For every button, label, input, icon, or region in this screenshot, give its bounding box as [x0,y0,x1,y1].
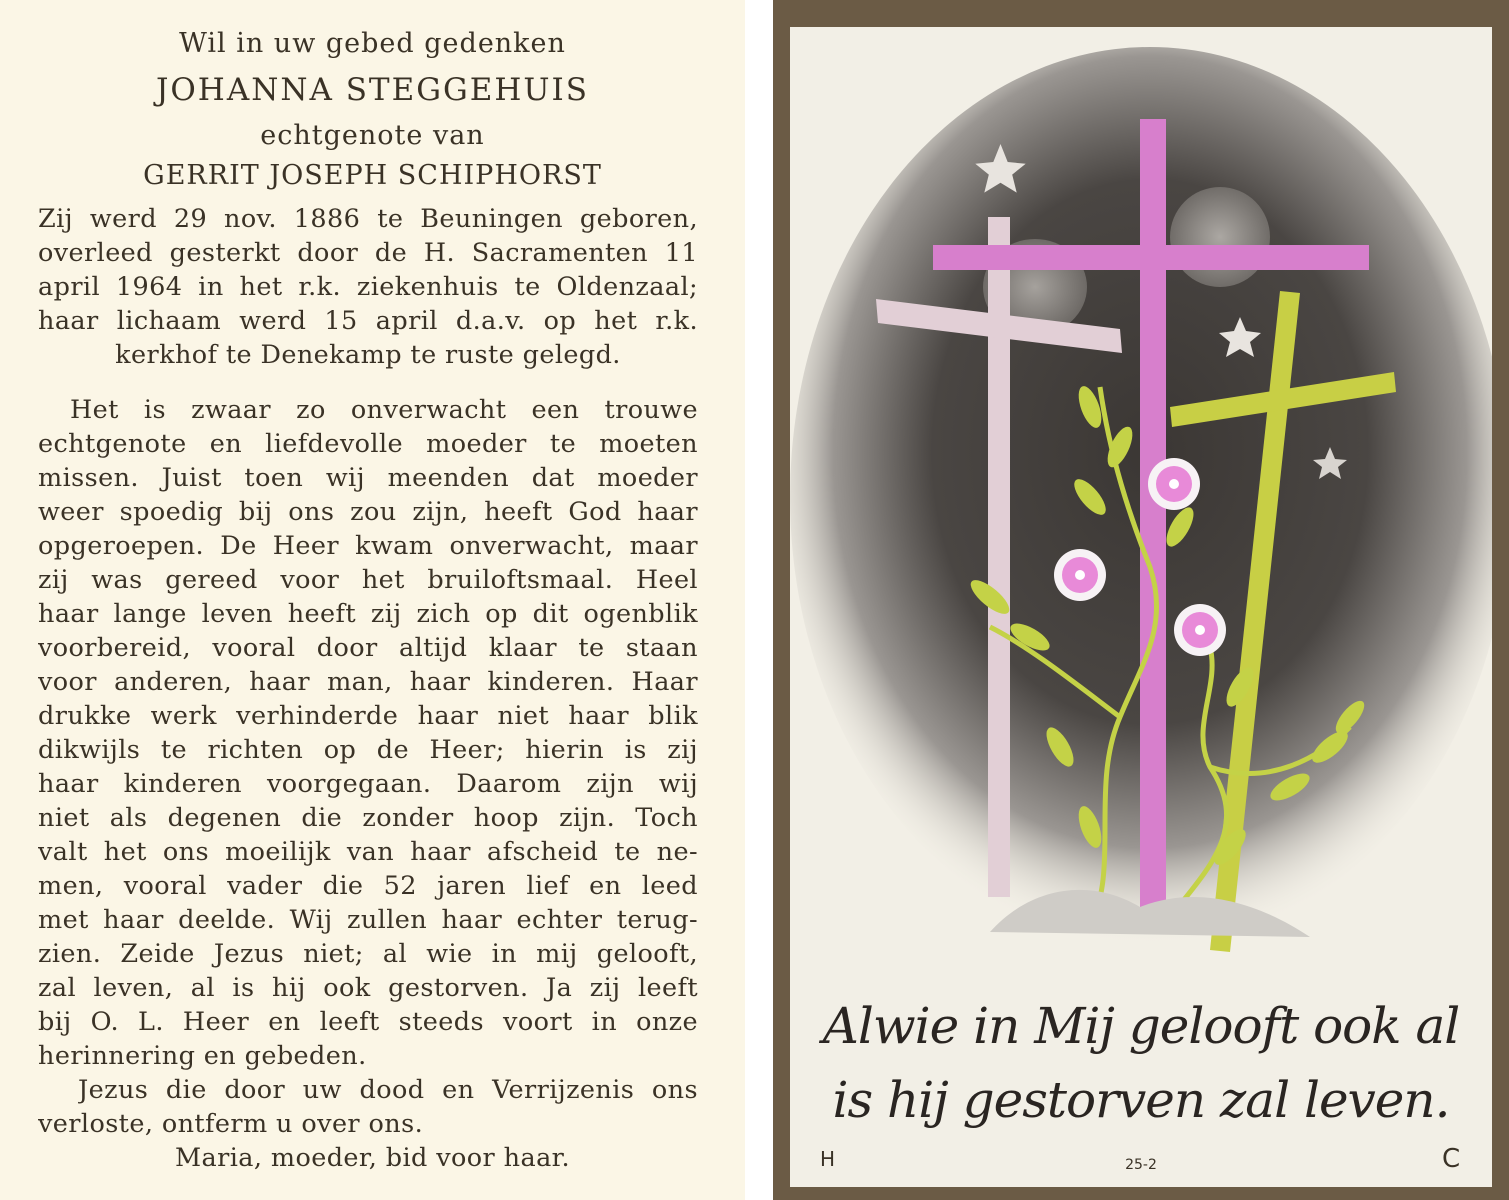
eulogy-line: bij O. L. Heer en leeft steeds voort in onze [38,1007,698,1037]
eulogy-line: niet als degenen die zonder hoop zijn. Toch [38,803,698,833]
print-code: 25-2 [1125,1157,1157,1173]
eulogy-line: weer spoedig bij ons zou zijn, heeft God haar [38,497,698,527]
prayer-line: verloste, ontferm u over ons. [38,1109,424,1139]
eulogy-line: men, vooral vader die 52 jaren lief en leed [38,871,698,901]
husband-name: GERRIT JOSEPH SCHIPHORST [143,160,602,191]
eulogy-line: zal leven, al is hij ook gestorven. Ja zij leeft [38,973,698,1003]
flower-icon [1054,549,1106,601]
prayer-line: Maria, moeder, bid voor haar. [175,1143,570,1173]
eulogy-line: drukke werk verhinderde haar niet haar blik [38,701,698,731]
eulogy-line: voor anderen, haar man, haar kinderen. Haar [38,667,698,697]
flower-icon [1148,458,1200,510]
prayer-line: Jezus die door uw dood en Verrijzenis ons [78,1075,698,1105]
relation-line: echtgenote van [260,120,485,151]
eulogy-line: missen. Juist toen wij meenden dat moeder [38,463,698,493]
bio-line: overleed gesterkt door de H. Sacramenten 11 [38,238,698,268]
eulogy-line: zien. Zeide Jezus niet; al wie in mij gelooft, [38,939,698,969]
bio-line: kerkhof te Denekamp te ruste gelegd. [115,340,621,370]
caption-line: is hij gestorven zal leven. [832,1071,1450,1129]
eulogy-line: herinnering en gebeden. [38,1041,367,1071]
eulogy-line: zij was gereed voor het bruiloftsmaal. Heel [38,565,698,595]
image-panel [790,27,1492,1187]
eulogy-line: opgeroepen. De Heer kwam onverwacht, maar [38,531,698,561]
eulogy-line: dikwijls te richten op de Heer; hierin is zij [38,735,698,765]
caption-line: Alwie in Mij gelooft ook al [822,997,1460,1055]
artist-monogram: H [820,1147,836,1171]
flower-icon [1174,604,1226,656]
publisher-mark: C [1442,1144,1461,1174]
bio-line: Zij werd 29 nov. 1886 te Beuningen geboren, [38,204,698,234]
eulogy-line: met haar deelde. Wij zullen haar echter terug- [38,905,698,935]
eulogy-line: echtgenote en liefdevolle moeder te moeten [38,429,698,459]
memorial-image-card [773,0,1509,1200]
eulogy-line: haar lange leven heeft zij zich op dit ogenblik [38,599,698,629]
eulogy-line: Het is zwaar zo onverwacht een trouwe [70,395,698,425]
eulogy-line: valt het ons moeilijk van haar afscheid te ne- [38,837,698,867]
eulogy-line: voorbereid, vooral door altijd klaar te staan [38,633,698,663]
deceased-name: JOHANNA STEGGEHUIS [155,72,590,108]
intro-line: Wil in uw gebed gedenken [179,28,566,59]
moon-icon [1170,187,1270,287]
bio-line: haar lichaam werd 15 april d.a.v. op het r.k. [38,306,698,336]
memorial-text-card [0,0,745,1200]
bio-line: april 1964 in het r.k. ziekenhuis te Oldenzaal; [38,272,698,302]
eulogy-line: haar kinderen voorgegaan. Daarom zijn wij [38,769,698,799]
